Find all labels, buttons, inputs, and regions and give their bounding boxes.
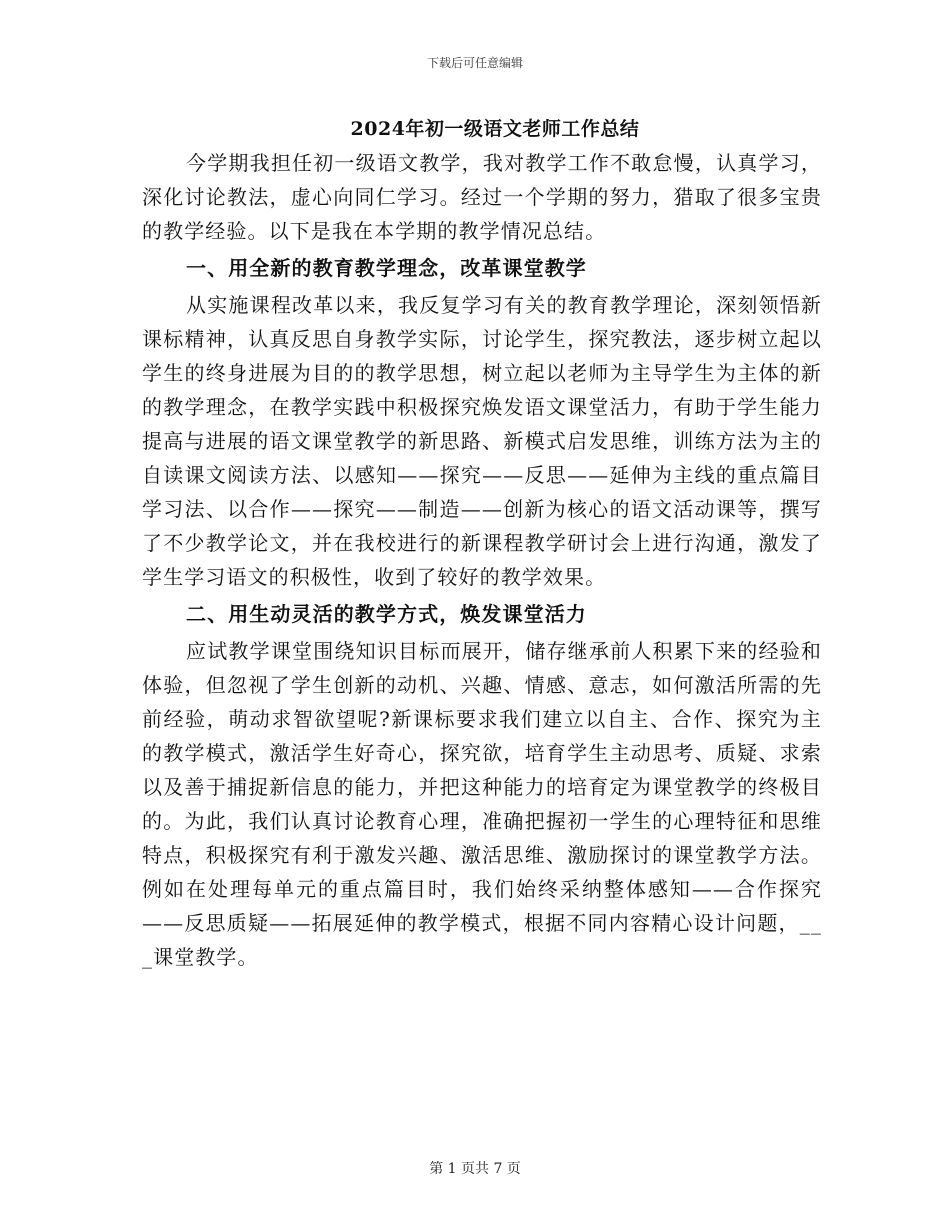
section-1-heading: 一、用全新的教育教学理念，改革课堂教学 [186,256,587,280]
section-2-paragraph: 应试教学课堂围绕知识目标而展开，储存继承前人积累下来的经验和体验，但忽视了学生创新的动机、兴趣、情感、意志，如何激活所需的先前经验，萌动求智欲望呢?新课标要求我们建立以自主、合作、探究为主的教学模式，激活学生好奇心，探究欲，培育学生主动思考、质疑、求索以及善于捕捉新信息的能力，并把这种能力的培育定为课堂教学的终极目的。为此，我们认真讨论教育心理，准确把握初一学生的心理特征和思维特点，积极探究有利于激发兴趣、激活思维、激励探讨的课堂教学方法。例如在处理每单元的重点篇目时，我们始终采纳整体感知——合作探究——反思质疑——拓展延伸的教学模式，根据不同内容精心设计问题，___课堂教学。 [142,639,822,969]
page-number-footer: 第 1 页共 7 页 [429,1161,521,1177]
document-body [142,146,822,974]
document-title: 2024年初一级语文老师工作总结 [350,118,640,140]
section-1-paragraph: 从实施课程改革以来，我反复学习有关的教育教学理论，深刻领悟新课标精神，认真反思自身教学实际，讨论学生，探究教法，逐步树立起以学生的终身进展为目的的教学思想，树立起以老师为主导学生为主体的新的教学理念，在教学实践中积极探究焕发语文课堂活力，有助于学生能力提高与进展的语文课堂教学的新思路、新模式启发思维，训练方法为主的自读课文阅读方法、以感知——探究——反思——延伸为主线的重点篇目学习法、以合作——探究——制造——创新为核心的语文活动课等，撰写了不少教学论文，并在我校进行的新课程教学研讨会上进行沟通，激发了学生学习语文的积极性，收到了较好的教学效果。 [142,293,822,589]
section-2-heading: 二、用生动灵活的教学方式，焕发课堂活力 [186,602,587,626]
header-note: 下载后可任意编辑 [426,56,523,70]
intro-paragraph: 今学期我担任初一级语文教学，我对教学工作不敢怠慢，认真学习，深化讨论教法，虚心向同仁学习。经过一个学期的努力，猎取了很多宝贵的教学经验。以下是我在本学期的教学情况总结。 [142,151,822,243]
